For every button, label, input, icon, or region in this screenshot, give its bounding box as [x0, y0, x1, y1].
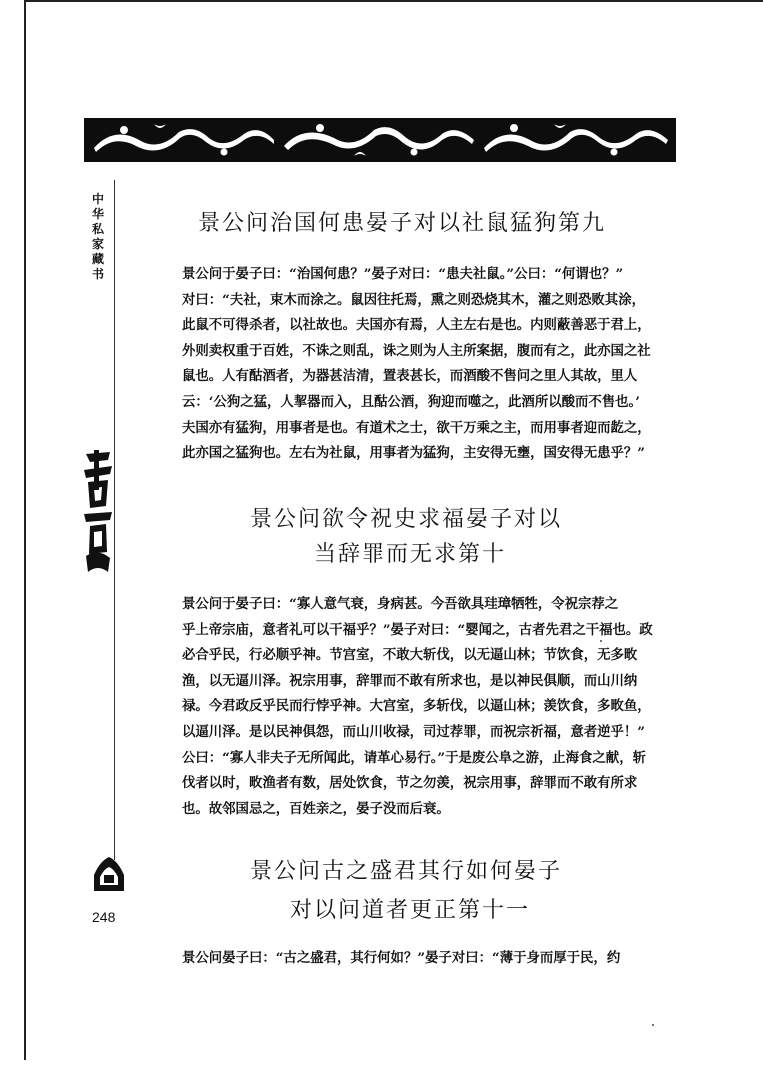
section-body-11 [182, 946, 682, 972]
heading-line: 景公问治国何患晏子对以社鼠猛狗第九 [198, 211, 607, 236]
page-number: 248 [92, 909, 116, 925]
text-line: 渔，以无逼川泽。祝宗用事，辞罪而不敢有所求也，是以神民俱顺，而山川纳 [182, 672, 638, 689]
series-title: 中华私家藏书 [91, 192, 104, 281]
page-emblem-icon [92, 855, 126, 891]
heading-line: 景公问古之盛君其行如何晏子 [250, 859, 563, 884]
text-line: 也。故邻国忌之，百姓亲之，晏子没而后衰。 [182, 800, 450, 817]
section-heading-11-line2 [290, 893, 530, 924]
section-heading-11-line1 [250, 854, 562, 885]
text-line: 景公问于晏子曰：“寡人意气衰，身病甚。今吾欲具珪璋牺牲，令祝宗荐之 [182, 596, 619, 612]
scan-speck [600, 640, 602, 642]
section-heading-10-line2 [314, 537, 506, 568]
page-border-top [24, 0, 763, 2]
cloud-dragon-banner [84, 118, 676, 162]
text-line: 云：‘公狗之猛，人挈器而入，且酤公酒，狗迎而噬之，此酒所以酸而不售也。’ [182, 393, 640, 410]
section-heading-9 [198, 206, 606, 237]
text-line: 此鼠不可得杀者，以社故也。夫国亦有焉，人主左右是也。内则蔽善恶于君上， [182, 317, 651, 334]
text-line: 乎上帝宗庙，意者礼可以干福乎？”晏子对曰：“婴闻之，古者先君之干福也。政 [182, 621, 653, 638]
text-line: 此亦国之猛狗也。左右为社鼠，用事者为猛狗，主安得无壅，国安得无患乎？” [182, 445, 645, 462]
text-line: 鼠也。人有酤酒者，为器甚洁清，置表甚长，而酒酸不售问之里人其故，里人 [182, 368, 638, 385]
text-line: 外则卖权重于百姓，不诛之则乱，诛之则为人主所案据，腹而有之，此亦国之社 [182, 342, 651, 359]
text-line: 夫国亦有猛狗，用事者是也。有道术之士，欲干万乘之主，而用事者迎而龁之， [182, 419, 651, 436]
section-heading-10-line1 [250, 502, 562, 533]
page-border-left [24, 0, 26, 1060]
calligraphy-seal-icon [80, 448, 116, 576]
text-line: 以逼川泽。是以民神俱怨，而山川收禄，司过荐罪，而祝宗祈福，意者逆乎！” [182, 723, 645, 740]
text-line: 对曰：“夫社，束木而涂之。鼠因往托焉，熏之则恐烧其木，灌之则恐败其涂， [182, 291, 645, 308]
text-line: 公曰：“寡人非夫子无所闻此，请革心易行。”于是废公阜之游，止海食之献，斩 [182, 749, 646, 766]
text-line: 景公问于晏子曰：“治国何患？”晏子对曰：“患夫社鼠。”公曰：“何谓也？” [182, 266, 624, 282]
scan-speck [652, 1024, 654, 1026]
heading-line: 当辞罪而无求第十 [314, 542, 507, 567]
heading-line: 对以问道者更正第十一 [290, 898, 531, 923]
text-line: 必合乎民，行必顺乎神。节宫室，不敢大斩伐，以无逼山林；节饮食，无多畋 [182, 647, 638, 664]
text-line: 景公问晏子曰：“古之盛君，其行何如？”晏子对曰：“薄于身而厚于民，约 [182, 950, 621, 966]
text-line: 禄。今君政反乎民而行悖乎神。大宫室，多斩伐，以逼山林；羡饮食，多畋鱼， [182, 698, 651, 715]
heading-line: 景公问欲令祝史求福晏子对以 [250, 507, 563, 532]
section-body-10 [182, 592, 682, 822]
section-body-9 [182, 262, 682, 467]
text-line: 伐者以时，畋渔者有数，居处饮食，节之勿羡，祝宗用事，辞罪而不敢有所求 [182, 775, 638, 792]
